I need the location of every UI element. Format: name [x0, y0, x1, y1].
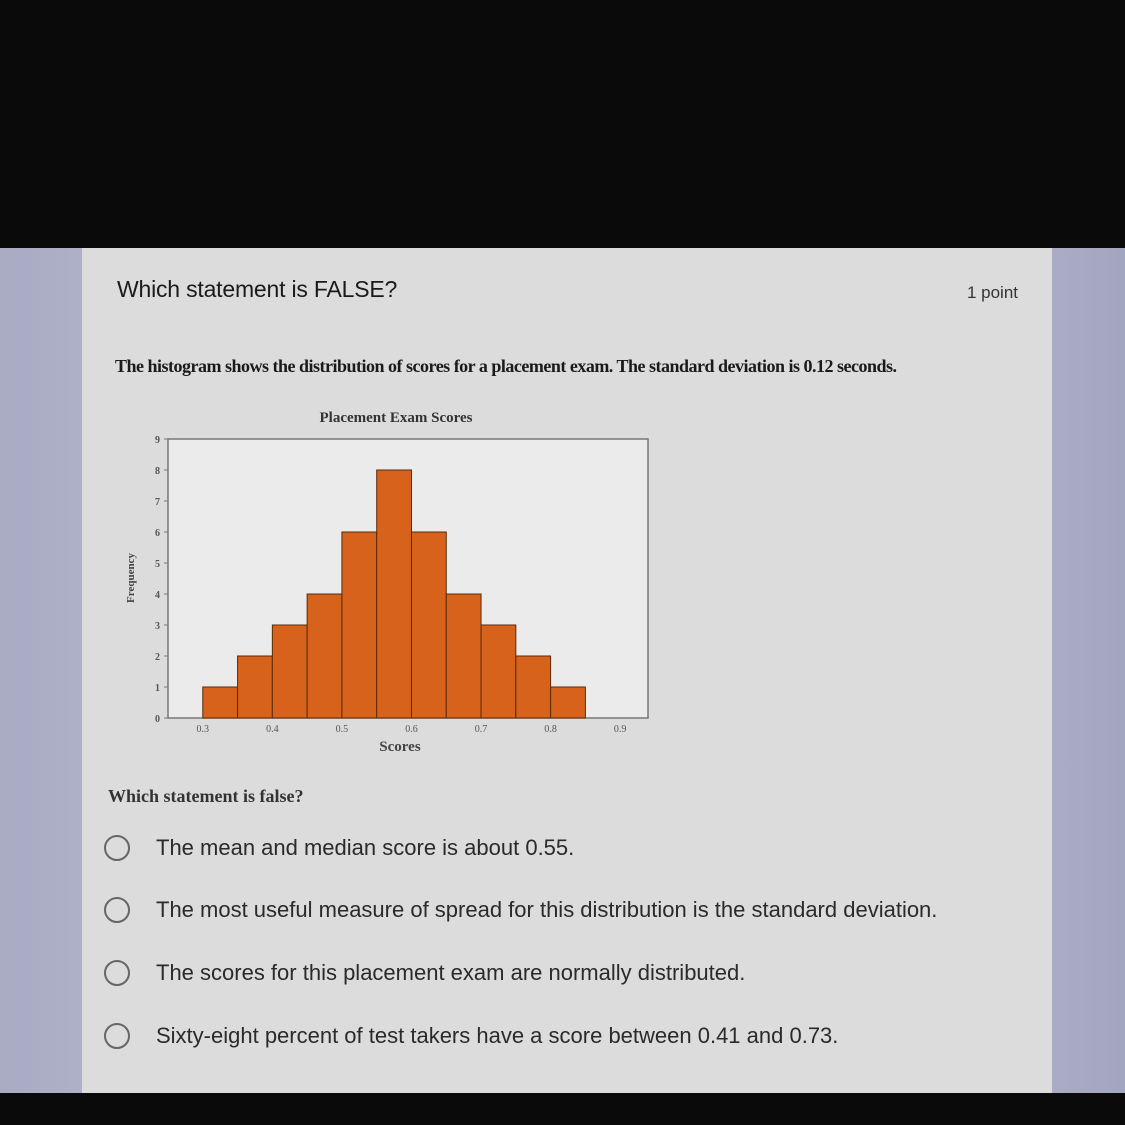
x-tick-label: 0.3 — [196, 724, 210, 735]
y-tick-label: 7 — [155, 497, 160, 508]
answer-option-2[interactable] — [104, 897, 937, 923]
answer-option-3[interactable] — [104, 960, 745, 986]
y-tick-label: 6 — [155, 528, 160, 539]
histogram-bar — [446, 594, 481, 718]
radio-button[interactable] — [104, 1023, 130, 1049]
answer-option-label: Sixty-eight percent of test takers have a score between 0.41 and 0.73. — [156, 1023, 839, 1048]
radio-button[interactable] — [104, 897, 130, 923]
sub-question: Which statement is false? — [108, 786, 304, 806]
x-tick-label: 0.5 — [335, 724, 349, 735]
x-axis-label: Scores — [379, 739, 421, 755]
radio-button[interactable] — [104, 835, 130, 861]
histogram-bar — [411, 532, 446, 718]
histogram-bar — [377, 470, 412, 718]
histogram-bar — [516, 656, 551, 718]
histogram-chart — [110, 398, 670, 768]
question-card — [82, 248, 1052, 1093]
screen — [0, 248, 1125, 1093]
histogram-bar — [203, 687, 238, 718]
answer-option-label: The most useful measure of spread for this distribution is the standard deviation. — [156, 897, 938, 922]
y-tick-label: 5 — [155, 559, 160, 570]
y-tick-label: 2 — [155, 652, 160, 663]
question-description: The histogram shows the distribution of scores for a placement exam. The standard deviation is 0.12 seconds. — [115, 356, 897, 376]
answer-option-4[interactable] — [104, 1023, 838, 1049]
histogram-bar — [238, 656, 273, 718]
x-tick-label: 0.8 — [544, 724, 557, 735]
answer-option-label: The mean and median score is about 0.55. — [156, 835, 575, 860]
y-tick-label: 9 — [155, 435, 160, 446]
y-tick-label: 4 — [155, 590, 160, 601]
histogram-bar — [307, 594, 342, 718]
x-tick-label: 0.7 — [474, 724, 488, 735]
x-tick-label: 0.6 — [405, 724, 418, 735]
y-tick-label: 8 — [155, 466, 160, 477]
x-tick-label: 0.9 — [613, 724, 627, 735]
histogram-bar — [481, 625, 516, 718]
y-tick-label: 3 — [155, 621, 160, 632]
histogram-bar — [551, 687, 586, 718]
x-tick-label: 0.4 — [266, 724, 279, 735]
y-tick-label: 0 — [155, 714, 160, 725]
chart-title: Placement Exam Scores — [319, 410, 473, 426]
question-title: Which statement is FALSE? — [117, 276, 398, 302]
histogram-bar — [342, 532, 377, 718]
answer-option-label: The scores for this placement exam are normally distributed. — [156, 960, 746, 985]
histogram-bar — [272, 625, 307, 718]
points-label: 1 point — [966, 283, 1018, 302]
radio-button[interactable] — [104, 960, 130, 986]
answer-option-1[interactable] — [104, 835, 574, 861]
y-tick-label: 1 — [155, 683, 160, 694]
y-axis-label: Frequency — [125, 553, 137, 603]
